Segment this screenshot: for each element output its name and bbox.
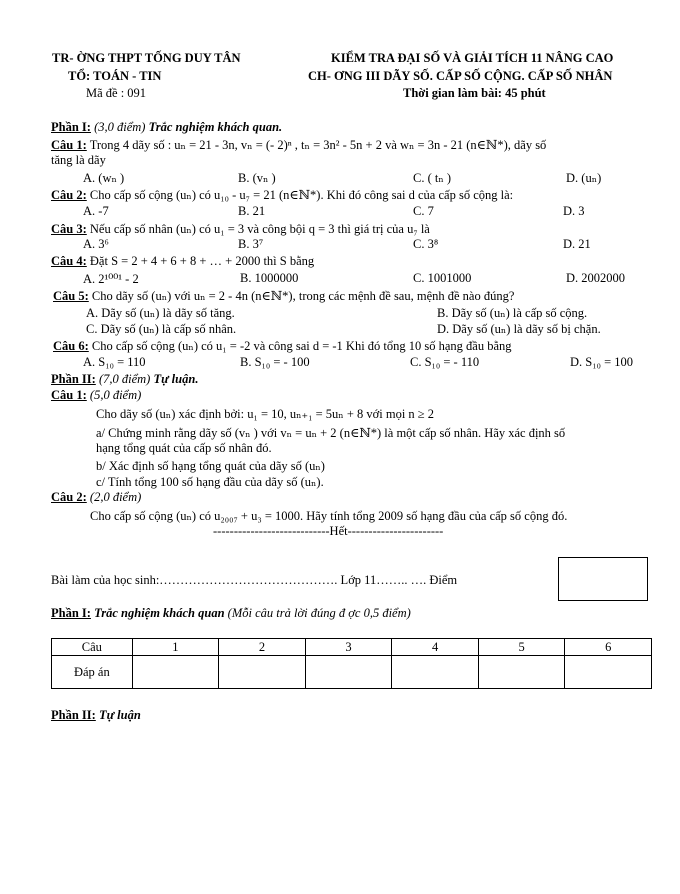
- answer-cell[interactable]: [565, 656, 652, 689]
- question-text: Trong 4 dãy số : uₙ = 21 - 3n, vₙ = (- 2)ⁿ , tₙ = 3n² - 5n + 2 và wₙ = 3n - 21 (n∈ℕ*), dãy số: [89, 138, 547, 152]
- end-line: ----------------------------Hết-----------------------: [213, 524, 444, 538]
- answer-section-heading: [51, 606, 411, 621]
- q4-option-c: C. 1001000: [413, 271, 472, 285]
- q5-option-d: D. Dãy số (uₙ) là dãy số bị chặn.: [437, 322, 601, 336]
- question-5: [53, 288, 514, 304]
- part1-heading: [51, 120, 282, 135]
- answer-cell[interactable]: [132, 656, 219, 689]
- answer-cell[interactable]: [392, 656, 479, 689]
- question-label: Câu 3:: [51, 222, 87, 236]
- answer-part-note: (Mỗi câu trả lời đúng đ ợc 0,5 điểm): [227, 606, 411, 620]
- q3-option-b: B. 3⁷: [238, 237, 264, 251]
- answer-table: [51, 638, 652, 689]
- q2-option-b: B. 21: [238, 204, 266, 218]
- essay-label: Câu 2:: [51, 490, 87, 504]
- q4-option-b: B. 1000000: [240, 271, 299, 285]
- q3-option-a: A. 3⁶: [83, 237, 109, 251]
- essay-note: (5,0 điểm): [89, 388, 142, 402]
- answer-col-header: 6: [565, 639, 652, 656]
- question-text: Cho cấp số cộng (uₙ) có u₁₀ - u₇ = 21 (n∈ℕ*). Khi đó công sai d của cấp số cộng là:: [89, 188, 514, 202]
- answer-col-header: 5: [478, 639, 565, 656]
- question-text: Đặt S = 2 + 4 + 6 + 8 + … + 2000 thì S bằng: [89, 254, 315, 268]
- part2-answer-title: Tự luận: [98, 708, 141, 722]
- essay-2-heading: [51, 490, 141, 505]
- essay-1-line: c/ Tính tổng 100 số hạng đầu của dãy số (uₙ).: [96, 475, 324, 489]
- q3-option-c: C. 3⁸: [413, 237, 439, 251]
- answer-cell[interactable]: [219, 656, 306, 689]
- q2-option-c: C. 7: [413, 204, 434, 218]
- essay-1-line: Cho dãy số (uₙ) xác định bởi: u₁ = 10, uₙ₊₁ = 5uₙ + 8 với mọi n ≥ 2: [96, 407, 435, 421]
- question-label: Câu 4:: [51, 254, 87, 268]
- essay-2-line: Cho cấp số cộng (uₙ) có u₂₀₀₇ + u₃ = 1000. Hãy tính tổng 2009 số hạng đầu của cấp số cộng đó.: [90, 509, 568, 523]
- answer-header-label: Câu: [52, 639, 133, 656]
- part1-label: Phần I:: [51, 120, 91, 134]
- part2-note: (7,0 điểm): [98, 372, 151, 386]
- part2-answer-label: Phần II:: [51, 708, 96, 722]
- exam-title: KIỂM TRA ĐẠI SỐ VÀ GIẢI TÍCH 11 NÂNG CAO: [331, 51, 614, 65]
- answer-col-header: 4: [392, 639, 479, 656]
- question-text: Cho dãy số (uₙ) với uₙ = 2 - 4n (n∈ℕ*), trong các mệnh đề sau, mệnh đề nào đúng?: [91, 289, 515, 303]
- q1-option-c: C. ( tₙ ): [413, 171, 452, 185]
- exam-code: Mã đề : 091: [86, 86, 147, 100]
- answer-table-header-row: [52, 639, 652, 656]
- answer-cell[interactable]: [478, 656, 565, 689]
- school-name: TR- ỜNG THPT TỐNG DUY TÂN: [52, 51, 241, 65]
- q4-option-a: A. 2¹⁰⁰¹ - 2: [83, 272, 139, 286]
- question-label: Câu 2:: [51, 188, 87, 202]
- question-1: [51, 137, 546, 153]
- question-3: [51, 221, 430, 237]
- q6-option-a: A. S₁₀ = 110: [83, 355, 146, 369]
- q6-option-d: D. S₁₀ = 100: [570, 355, 633, 369]
- answer-cell[interactable]: [305, 656, 392, 689]
- essay-1-line: a/ Chứng minh rằng dãy số (vₙ ) với vₙ = uₙ + 2 (n∈ℕ*) là một cấp số nhân. Hãy xác định số: [96, 426, 566, 440]
- q5-option-c: C. Dãy số (uₙ) là cấp số nhân.: [86, 322, 237, 336]
- question-1-cont: tăng là dãy: [51, 153, 106, 167]
- answer-col-header: 3: [305, 639, 392, 656]
- answer-col-header: 2: [219, 639, 306, 656]
- essay-1-heading: [51, 388, 141, 403]
- part2-label: Phần II:: [51, 372, 96, 386]
- question-text: Nếu cấp số nhân (uₙ) có u₁ = 3 và công bội q = 3 thì giá trị của u₇ là: [89, 222, 430, 236]
- q1-option-b: B. (vₙ ): [238, 171, 276, 185]
- exam-subtitle: CH- ƠNG III DÃY SỐ. CẤP SỐ CỘNG. CẤP SỐ NHÂN: [308, 69, 613, 83]
- question-text: Cho cấp số cộng (uₙ) có u₁ = -2 và công sai d = -1 Khi đó tổng 10 số hạng đầu bằng: [91, 339, 512, 353]
- part2-heading: [51, 372, 198, 387]
- question-4: [51, 254, 314, 269]
- essay-1-line: b/ Xác định số hạng tổng quát của dãy số (uₙ): [96, 459, 325, 473]
- q4-option-d: D. 2002000: [566, 271, 626, 285]
- question-label: Câu 6:: [53, 339, 89, 353]
- part2-answer-heading: [51, 708, 141, 723]
- q1-option-a: A. (wₙ ): [83, 171, 125, 185]
- answer-part-title: Trắc nghiệm khách quan: [94, 606, 225, 620]
- part2-title: Tự luận.: [153, 372, 199, 386]
- q6-option-b: B. S₁₀ = - 100: [240, 355, 310, 369]
- answer-table-row: [52, 656, 652, 689]
- part1-title: Trắc nghiệm khách quan.: [148, 120, 283, 134]
- question-label: Câu 1:: [51, 138, 87, 152]
- question-2: [51, 187, 513, 203]
- answer-row-label: Đáp án: [52, 656, 133, 689]
- q2-option-a: A. -7: [83, 204, 109, 218]
- exam-time: Thời gian làm bài: 45 phút: [403, 86, 546, 100]
- essay-1-line: hạng tổng quát của cấp số nhân đó.: [96, 441, 272, 455]
- q5-option-a: A. Dãy số (uₙ) là dãy số tăng.: [86, 306, 235, 320]
- part1-note: (3,0 điểm): [94, 120, 146, 134]
- score-box[interactable]: [558, 557, 648, 601]
- department: TỔ: TOÁN - TIN: [68, 69, 162, 83]
- answer-col-header: 1: [132, 639, 219, 656]
- student-info-line: Bài làm của học sinh:……………………………………. Lớp 11…….. …. Điểm: [51, 573, 458, 587]
- q2-option-d: D. 3: [563, 204, 585, 218]
- q3-option-d: D. 21: [563, 237, 591, 251]
- q1-option-d: D. (uₙ): [566, 171, 602, 185]
- essay-label: Câu 1:: [51, 388, 87, 402]
- question-6: [53, 338, 512, 354]
- answer-part-label: Phần I:: [51, 606, 91, 620]
- q5-option-b: B. Dãy số (uₙ) là cấp số cộng.: [437, 306, 588, 320]
- question-label: Câu 5:: [53, 289, 89, 303]
- q6-option-c: C. S₁₀ = - 110: [410, 355, 480, 369]
- essay-note: (2,0 điểm): [89, 490, 142, 504]
